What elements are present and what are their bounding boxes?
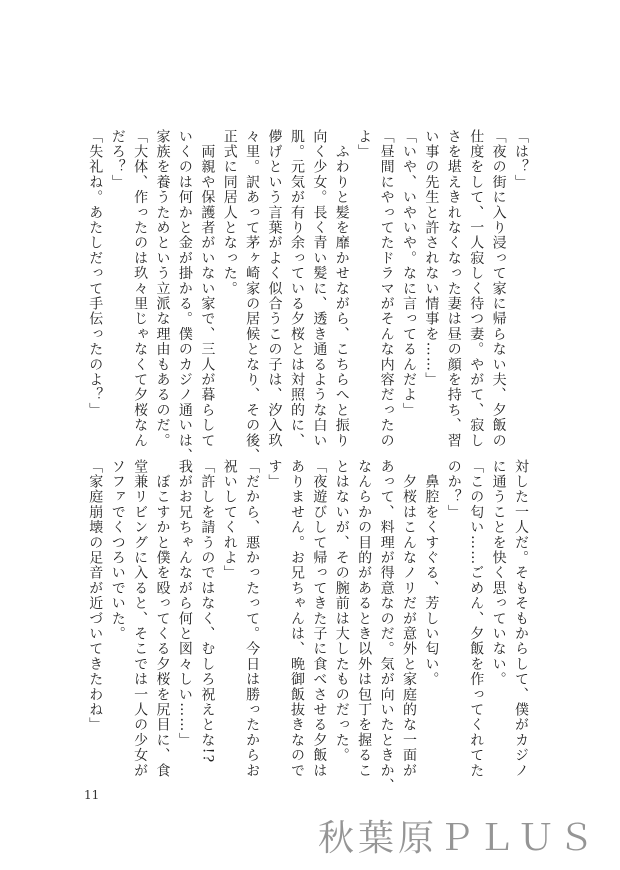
- text-column: 鼻腔をくすぐる、芳しい匂い。: [423, 459, 440, 687]
- text-column: ありません。お兄ちゃんは、晩御飯抜きなので: [288, 459, 305, 779]
- text-column: さを堪えきれなくなった妻は昼の顔を持ち、習: [445, 129, 462, 449]
- text-column: ぼこすかと僕を殴ってくる夕桜を尻目に、食: [154, 459, 171, 779]
- page-number: 11: [84, 788, 100, 802]
- text-column: 肌。元気が有り余っている夕桜とは対照的に、: [288, 129, 305, 449]
- text-column: ソファでくつろいでいた。: [109, 459, 126, 642]
- watermark: 秋葉原ＰＬＵＳ: [317, 818, 598, 859]
- text-column: 堂兼リビングに入ると、そこでは一人の少女が: [132, 459, 149, 779]
- text-column: 「大体、作ったのは玖々里じゃなくて夕桜なん: [132, 129, 149, 449]
- text-column: 「だから、悪かったって。今日は勝ったからお: [244, 459, 261, 779]
- text-column: だろ？」: [109, 129, 126, 190]
- text-column: す」: [266, 459, 283, 490]
- text-column: 「夜遊びして帰ってきた子に食べさせる夕飯は: [311, 459, 328, 779]
- text-column: 正式に同居人となった。: [221, 129, 238, 297]
- text-column: なんらかの目的があるとき以外は包丁を握るこ: [356, 459, 373, 779]
- text-column: 「家庭崩壊の足音が近づいてきたわね」: [87, 459, 104, 733]
- text-column: 「許しを請うのではなく、むしろ祝えとな!?: [199, 459, 216, 764]
- text-column: 両親や保護者がいない家で、三人が暮らして: [199, 129, 216, 449]
- text-column: あって、料理が得意なのだ。気が向いたときか、: [378, 459, 395, 794]
- text-column: 我がお兄ちゃんながら何と図々しい……」: [176, 459, 193, 748]
- text-column: 対した一人だ。そもそもからして、僕がカジノ: [513, 459, 529, 779]
- text-column: 儚げという言葉がよく似合うこの子は、汐入玖: [266, 129, 283, 449]
- text-column: 「いや、いやいや。なに言ってるんだよ」: [400, 129, 417, 418]
- text-column: 々里。訳あって茅ヶ崎家の居候となり、その後、: [244, 129, 261, 464]
- text-column: とはないが、その腕前は大したものだった。: [333, 459, 350, 763]
- text-column: 「この匂い……ごめん、夕飯を作ってくれてた: [468, 459, 485, 779]
- text-column: 夕桜はこんなノリだが意外と家庭的な一面が: [400, 459, 417, 779]
- text-column: い事の先生と許されない情事を……」: [423, 129, 440, 388]
- text-column: ふわりと髪を靡かせながら、こちらへと振り: [333, 129, 350, 449]
- text-column: 仕度をして、一人寂しく待つ妻。やがて、寂し: [468, 129, 485, 449]
- text-column: 祝いしてくれよ」: [221, 459, 238, 581]
- text-column: よ」: [356, 129, 373, 160]
- text-column: のか？」: [445, 459, 462, 520]
- text-column: いくのは何かと金が掛かる。僕のカジノ通いは、: [176, 129, 193, 464]
- text-column: 「昼間にやってたドラマがそんな内容だったの: [378, 129, 395, 449]
- text-column: 向く少女。長く青い髪に、透き通るような白い: [311, 129, 328, 449]
- text-column: 「失礼ね。あたしだって手伝ったのよ？」: [87, 129, 104, 418]
- text-column: に通うことを快く思っていない。: [490, 459, 507, 687]
- text-column: 「は？」: [513, 129, 529, 190]
- text-column: 「夜の街に入り浸って家に帰らない夫、夕飯の: [490, 129, 507, 449]
- text-block-lower: [72, 459, 532, 794]
- text-column: 家族を養うためという立派な理由もあるのだ。: [154, 129, 171, 449]
- text-block-upper: [72, 129, 532, 464]
